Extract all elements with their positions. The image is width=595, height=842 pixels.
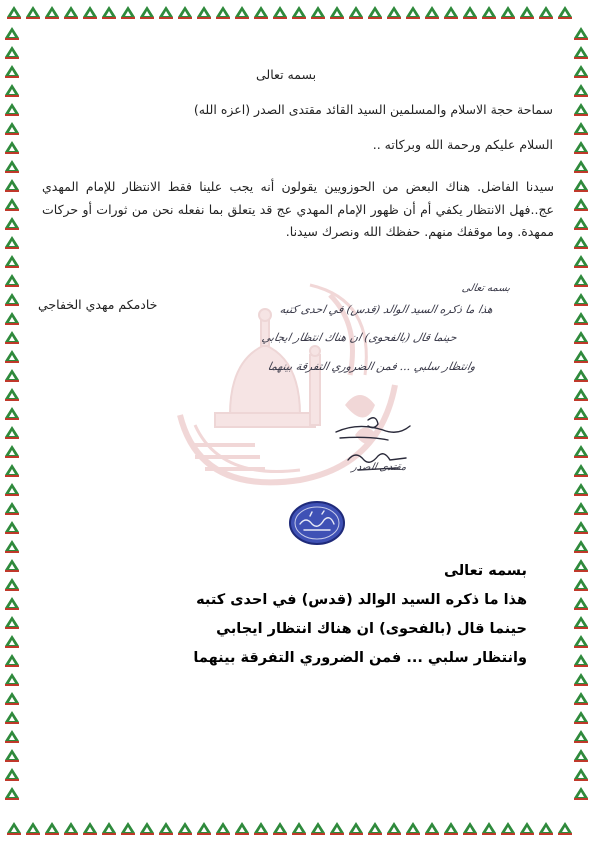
border-motif xyxy=(5,787,19,800)
transcription-line-2: هذا ما ذكره السيد الوالد (قدس) في احدى كتبه xyxy=(196,592,527,608)
handwritten-line-3: حينما قال (بالفحوى) ان هناك انتظار ايجابي xyxy=(260,331,459,344)
border-motif xyxy=(5,350,19,363)
border-motif xyxy=(425,822,439,835)
border-motif xyxy=(368,822,382,835)
border-motif xyxy=(574,388,588,401)
border-motif xyxy=(5,597,19,610)
border-motif xyxy=(574,198,588,211)
border-motif xyxy=(574,65,588,78)
border-motif xyxy=(5,559,19,572)
border-motif xyxy=(5,483,19,496)
border-motif xyxy=(574,540,588,553)
border-motif xyxy=(5,502,19,515)
border-motif xyxy=(5,540,19,553)
border-motif xyxy=(574,768,588,781)
border-motif xyxy=(558,822,572,835)
border-motif xyxy=(574,635,588,648)
border-motif xyxy=(574,483,588,496)
border-motif xyxy=(574,445,588,458)
border-motif xyxy=(121,6,135,19)
border-motif xyxy=(83,822,97,835)
border-motif xyxy=(254,822,268,835)
border-motif xyxy=(5,236,19,249)
border-motif xyxy=(463,822,477,835)
border-motif xyxy=(5,635,19,648)
handwritten-line-4: وانتظار سلبي ... فمن الضروري التفرقة بينهما xyxy=(266,360,477,373)
border-motif xyxy=(197,6,211,19)
official-seal xyxy=(288,500,346,546)
border-motif xyxy=(444,6,458,19)
border-motif xyxy=(539,822,553,835)
signature-name: مقتدى الصدر xyxy=(350,462,408,473)
border-motif xyxy=(5,673,19,686)
border-motif xyxy=(349,6,363,19)
border-motif xyxy=(5,578,19,591)
letter-body: سيدنا الفاضل. هناك البعض من الحوزويين يقولون أنه يجب علينا فقط الانتظار للإمام المهدي عج..فهل الانتظار يكفي أم أن ظهور الإمام المهدي عج قد يتعلق بما نفعله نحن من ثورات أو حركات ممهدة. وما موقفك منهم. حفظك الله ونصرك سيدنا. xyxy=(42,179,554,239)
border-motif xyxy=(574,122,588,135)
border-motif xyxy=(501,822,515,835)
border-motif xyxy=(406,6,420,19)
border-motif xyxy=(5,464,19,477)
letter-sender: خادمكم مهدي الخفاجي xyxy=(38,297,158,312)
border-motif xyxy=(574,578,588,591)
border-motif xyxy=(574,293,588,306)
border-motif xyxy=(5,445,19,458)
border-motif xyxy=(64,822,78,835)
border-motif xyxy=(330,822,344,835)
border-motif xyxy=(197,822,211,835)
border-motif xyxy=(574,350,588,363)
transcription-line-3: حينما قال (بالفحوى) ان هناك انتظار ايجابي xyxy=(216,621,527,637)
letter-salutation-title: سماحة حجة الاسلام والمسلمين السيد القائد مقتدى الصدر (اعزه الله) xyxy=(193,102,553,117)
border-motif xyxy=(292,6,306,19)
border-motif xyxy=(216,6,230,19)
border-motif xyxy=(574,426,588,439)
border-motif xyxy=(501,6,515,19)
letter-basmala: بسمه تعالى xyxy=(256,67,317,82)
border-motif xyxy=(5,388,19,401)
border-motif xyxy=(7,822,21,835)
border-motif xyxy=(273,822,287,835)
border-motif xyxy=(574,407,588,420)
border-motif xyxy=(5,122,19,135)
border-motif xyxy=(5,730,19,743)
border-motif xyxy=(5,521,19,534)
border-motif xyxy=(574,160,588,173)
border-motif xyxy=(5,27,19,40)
border-motif xyxy=(5,160,19,173)
border-motif xyxy=(574,274,588,287)
border-motif xyxy=(26,6,40,19)
border-motif xyxy=(330,6,344,19)
border-motif xyxy=(5,331,19,344)
border-motif xyxy=(178,6,192,19)
transcription-line-4: وانتظار سلبي ... فمن الضروري التفرقة بينهما xyxy=(193,650,527,666)
border-motif xyxy=(5,711,19,724)
border-motif xyxy=(349,822,363,835)
border-motif xyxy=(5,407,19,420)
border-motif xyxy=(5,616,19,629)
border-motif xyxy=(574,787,588,800)
border-motif xyxy=(463,6,477,19)
border-motif xyxy=(5,84,19,97)
border-motif xyxy=(574,236,588,249)
border-motif xyxy=(482,6,496,19)
border-motif xyxy=(5,198,19,211)
border-motif xyxy=(574,255,588,268)
border-motif xyxy=(121,822,135,835)
border-motif xyxy=(5,426,19,439)
letter-greeting: السلام عليكم ورحمة الله وبركاته .. xyxy=(372,137,553,152)
border-motif xyxy=(574,711,588,724)
border-motif xyxy=(26,822,40,835)
border-motif xyxy=(574,46,588,59)
border-motif xyxy=(5,369,19,382)
border-motif xyxy=(64,6,78,19)
border-motif xyxy=(178,822,192,835)
border-motif xyxy=(574,654,588,667)
border-motif xyxy=(574,692,588,705)
border-motif xyxy=(387,822,401,835)
border-motif xyxy=(5,768,19,781)
border-motif xyxy=(5,46,19,59)
border-motif xyxy=(574,730,588,743)
border-motif xyxy=(5,179,19,192)
border-motif xyxy=(574,179,588,192)
border-motif xyxy=(311,822,325,835)
border-motif xyxy=(311,6,325,19)
border-motif xyxy=(558,6,572,19)
border-motif xyxy=(574,616,588,629)
border-motif xyxy=(5,274,19,287)
border-motif xyxy=(574,502,588,515)
border-motif xyxy=(102,822,116,835)
border-motif xyxy=(444,822,458,835)
border-motif xyxy=(574,141,588,154)
border-motif xyxy=(5,255,19,268)
border-motif xyxy=(235,6,249,19)
border-motif xyxy=(387,6,401,19)
border-motif xyxy=(45,822,59,835)
border-motif xyxy=(5,217,19,230)
border-motif xyxy=(140,6,154,19)
border-motif xyxy=(7,6,21,19)
border-motif xyxy=(5,749,19,762)
border-motif xyxy=(5,654,19,667)
border-motif xyxy=(45,6,59,19)
border-motif xyxy=(482,822,496,835)
transcription-line-1: بسمه تعالى xyxy=(444,563,527,579)
border-motif xyxy=(254,6,268,19)
border-motif xyxy=(235,822,249,835)
border-motif xyxy=(5,692,19,705)
border-motif xyxy=(5,103,19,116)
border-motif xyxy=(574,331,588,344)
border-motif xyxy=(574,559,588,572)
border-motif xyxy=(140,822,154,835)
border-motif xyxy=(5,141,19,154)
border-motif xyxy=(574,217,588,230)
border-motif xyxy=(292,822,306,835)
border-motif xyxy=(574,673,588,686)
border-motif xyxy=(574,597,588,610)
border-motif xyxy=(574,103,588,116)
border-motif xyxy=(216,822,230,835)
border-motif xyxy=(520,822,534,835)
border-motif xyxy=(574,521,588,534)
border-motif xyxy=(574,84,588,97)
border-motif xyxy=(520,6,534,19)
border-motif xyxy=(425,6,439,19)
border-motif xyxy=(102,6,116,19)
handwritten-line-2: هذا ما ذكره السيد الوالد (قدس) في احدى كتبه xyxy=(278,303,495,316)
border-motif xyxy=(5,293,19,306)
handwritten-line-1: بسمه تعالى xyxy=(460,283,512,294)
border-motif xyxy=(406,822,420,835)
border-motif xyxy=(368,6,382,19)
border-motif xyxy=(83,6,97,19)
border-motif xyxy=(159,822,173,835)
border-motif xyxy=(5,312,19,325)
border-motif xyxy=(273,6,287,19)
border-motif xyxy=(539,6,553,19)
border-motif xyxy=(574,464,588,477)
border-motif xyxy=(574,749,588,762)
border-motif xyxy=(574,312,588,325)
border-motif xyxy=(5,65,19,78)
border-motif xyxy=(574,369,588,382)
border-motif xyxy=(574,27,588,40)
border-motif xyxy=(159,6,173,19)
